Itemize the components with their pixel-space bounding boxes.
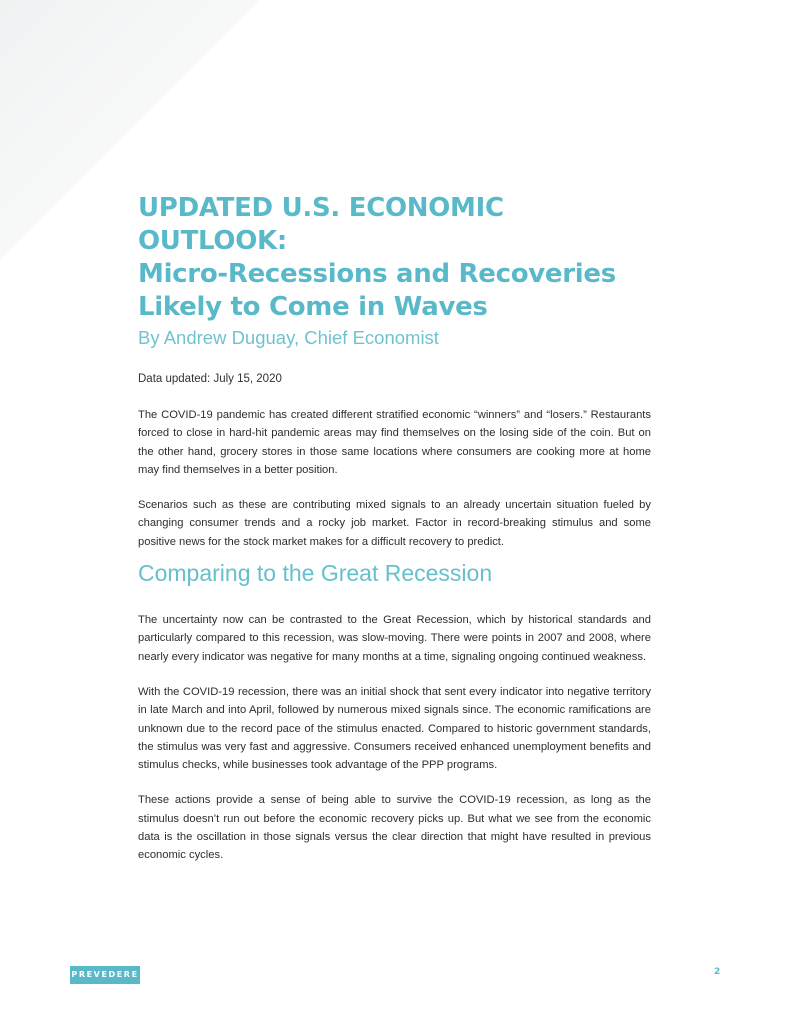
- document-body: [138, 192, 651, 865]
- section-paragraph-2: With the COVID-19 recession, there was an initial shock that sent every indicator into negative territory in late March and into April, followed by numerous mixed signals since. The economic ramifications are unknown due to the record pace of the stimulus enacted. Compared to historic government standards, the stimulus was very fast and aggressive. Consumers received enhanced unemployment benefits and stimulus checks, while businesses took advantage of the PPP programs.: [138, 685, 651, 772]
- date-updated: Data updated: July 15, 2020: [138, 373, 282, 385]
- section-paragraph-1: The uncertainty now can be contrasted to the Great Recession, which by historical standards and particularly compared to this recession, was slow-moving. There were points in 2007 and 2008, where nearly every indicator was negative for many months at a time, signaling ongoing continued weakness.: [138, 614, 651, 663]
- title-line-3: Likely to Come in Waves: [138, 292, 488, 322]
- title-line-1: UPDATED U.S. ECONOMIC OUTLOOK:: [138, 193, 504, 256]
- page-number: 2: [714, 967, 721, 977]
- intro-paragraph-1: The COVID-19 pandemic has created different stratified economic “winners” and “losers.” Restaurants forced to close in hard-hit pandemic areas may find themselves on the losing side of the coin. But on the other hand, grocery stores in those same locations where consumers are cooking more at home may find themselves in a better position.: [138, 409, 651, 476]
- document-title: [138, 192, 651, 324]
- section-heading: Comparing to the Great Recession: [138, 560, 493, 587]
- author-byline: By Andrew Duguay, Chief Economist: [138, 327, 439, 348]
- section-paragraph-3: These actions provide a sense of being able to survive the COVID-19 recession, as long as the stimulus doesn’t run out before the economic recovery picks up. But what we see from the economic data is the oscillation in those signals versus the clear direction that might have resulted in previous economic cycles.: [138, 794, 651, 862]
- title-line-2: Micro-Recessions and Recoveries: [138, 259, 616, 289]
- prevedere-logo: PREVEDERE: [70, 966, 140, 984]
- intro-paragraph-2: Scenarios such as these are contributing mixed signals to an already uncertain situation fueled by changing consumer trends and a rocky job market. Factor in record-breaking stimulus and some positive news for the stock market makes for a difficult recovery to predict.: [138, 499, 651, 548]
